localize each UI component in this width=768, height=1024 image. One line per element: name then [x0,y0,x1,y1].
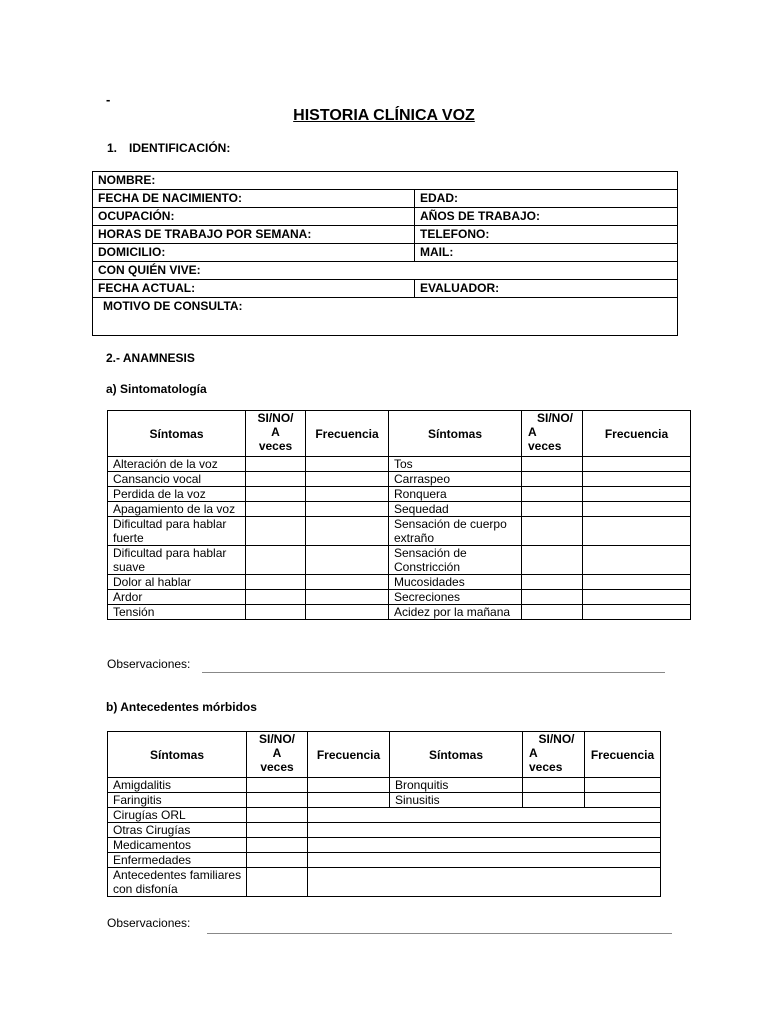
header-sino-line: A [529,746,538,760]
table-row [108,823,661,838]
frecuencia-cell[interactable] [583,472,691,487]
table-row [108,457,691,472]
detalle-cell[interactable] [308,838,661,853]
frecuencia-cell[interactable] [308,778,390,793]
frecuencia-cell[interactable] [306,546,389,575]
sino-cell[interactable] [246,472,306,487]
frecuencia-cell[interactable] [306,590,389,605]
header-sino [522,411,583,457]
table-row [108,838,661,853]
field-horas-trabajo[interactable]: HORAS DE TRABAJO POR SEMANA: [93,226,415,244]
frecuencia-cell[interactable] [583,590,691,605]
frecuencia-cell[interactable] [306,605,389,620]
field-telefono[interactable]: TELEFONO: [415,226,678,244]
header-sintomas: Síntomas [390,732,523,778]
antecedente-name: Otras Cirugías [108,823,247,838]
header-sino-line: SI/NO/ [258,732,295,746]
section-identificacion [107,141,230,155]
sino-cell[interactable] [246,575,306,590]
detalle-cell[interactable] [308,868,661,897]
header-sintomas: Síntomas [108,411,246,457]
sino-cell[interactable] [522,487,583,502]
sino-cell[interactable] [522,575,583,590]
frecuencia-cell[interactable] [308,793,390,808]
sino-cell[interactable] [246,605,306,620]
frecuencia-cell[interactable] [306,487,389,502]
field-fecha-actual[interactable]: FECHA ACTUAL: [93,280,415,298]
antecedente-name: Bronquitis [390,778,523,793]
sino-cell[interactable] [523,793,585,808]
sino-cell[interactable] [246,502,306,517]
sino-cell[interactable] [246,487,306,502]
field-nombre[interactable]: NOMBRE: [93,172,678,190]
antecedente-name: Cirugías ORL [108,808,247,823]
table-row [108,590,691,605]
table-row [108,605,691,620]
frecuencia-cell[interactable] [583,517,691,546]
symptom-name: Carraspeo [389,472,522,487]
sino-cell[interactable] [522,517,583,546]
subsection-sintomatologia: a) Sintomatología [106,382,207,396]
frecuencia-cell[interactable] [585,793,661,808]
frecuencia-cell[interactable] [583,546,691,575]
frecuencia-cell[interactable] [306,575,389,590]
table-row [108,487,691,502]
antecedente-name: Antecedentes familiares con disfonía [108,868,247,897]
field-fecha-nacimiento[interactable]: FECHA DE NACIMIENTO: [93,190,415,208]
table-row [108,868,661,897]
subsection-antecedentes: b) Antecedentes mórbidos [106,700,257,714]
header-frecuencia: Frecuencia [308,732,390,778]
detalle-cell[interactable] [308,808,661,823]
header-sino-line: A [272,746,282,760]
table-row [108,517,691,546]
sino-cell[interactable] [522,590,583,605]
sino-cell[interactable] [247,838,308,853]
sino-cell[interactable] [523,778,585,793]
antecedente-name: Sinusitis [390,793,523,808]
field-ocupacion[interactable]: OCUPACIÓN: [93,208,415,226]
frecuencia-cell[interactable] [583,502,691,517]
field-mail[interactable]: MAIL: [415,244,678,262]
section-label: IDENTIFICACIÓN: [129,141,231,155]
field-anos-trabajo[interactable]: AÑOS DE TRABAJO: [415,208,678,226]
observaciones-label: Observaciones: [107,657,191,671]
frecuencia-cell[interactable] [585,778,661,793]
symptom-name: Dificultad para hablar fuerte [108,517,246,546]
header-sino-line: veces [260,760,294,774]
frecuencia-cell[interactable] [306,472,389,487]
symptom-name: Dolor al hablar [108,575,246,590]
frecuencia-cell[interactable] [583,575,691,590]
sino-cell[interactable] [246,590,306,605]
symptom-name: Alteración de la voz [108,457,246,472]
antecedentes-table [107,731,661,897]
sino-cell[interactable] [247,868,308,897]
table-row [108,575,691,590]
antecedente-name: Medicamentos [108,838,247,853]
page-title: HISTORIA CLÍNICA VOZ [293,107,475,124]
table-row [108,502,691,517]
symptom-name: Ardor [108,590,246,605]
table-row [108,472,691,487]
antecedente-name: Enfermedades [108,853,247,868]
section-anamnesis: 2.- ANAMNESIS [106,351,195,365]
observaciones-label: Observaciones: [107,916,191,930]
symptom-name: Dificultad para hablar suave [108,546,246,575]
header-sino [247,732,308,778]
sino-cell[interactable] [522,457,583,472]
field-domicilio[interactable]: DOMICILIO: [93,244,415,262]
symptoms-table [107,410,691,620]
sino-cell[interactable] [247,823,308,838]
antecedente-name: Faringitis [108,793,247,808]
header-frecuencia: Frecuencia [583,411,691,457]
table-row [108,808,661,823]
sino-cell[interactable] [522,472,583,487]
header-sino-line: SI/NO/ [257,411,294,425]
field-edad[interactable]: EDAD: [415,190,678,208]
identification-table [92,171,678,336]
header-sintomas: Síntomas [389,411,522,457]
symptom-name: Sequedad [389,502,522,517]
sino-cell[interactable] [247,853,308,868]
field-evaluador[interactable]: EVALUADOR: [415,280,678,298]
symptom-name: Sensación de Constricción [389,546,522,575]
sino-cell[interactable] [247,793,308,808]
sino-cell[interactable] [522,502,583,517]
observaciones-line[interactable] [202,672,665,673]
symptom-name: Sensación de cuerpo extraño [389,517,522,546]
sino-cell[interactable] [247,778,308,793]
symptom-name: Secreciones [389,590,522,605]
symptom-name: Cansancio vocal [108,472,246,487]
header-sino-line: SI/NO/ [536,411,573,425]
symptom-name: Tos [389,457,522,472]
header-sino-line: veces [258,439,293,453]
table-row [108,853,661,868]
header-sino [246,411,306,457]
symptom-name: Mucosidades [389,575,522,590]
frecuencia-cell[interactable] [583,605,691,620]
header-frecuencia: Frecuencia [585,732,661,778]
symptom-name: Ronquera [389,487,522,502]
header-sino [523,732,585,778]
sino-cell[interactable] [522,546,583,575]
header-frecuencia: Frecuencia [306,411,389,457]
sino-cell[interactable] [246,517,306,546]
table-row [108,546,691,575]
frecuencia-cell[interactable] [583,487,691,502]
header-sino-line: A [271,425,280,439]
sino-cell[interactable] [247,808,308,823]
frecuencia-cell[interactable] [306,517,389,546]
header-sino-line: SI/NO/ [538,732,575,746]
field-motivo-consulta[interactable]: MOTIVO DE CONSULTA: [93,298,678,336]
antecedente-name: Amigdalitis [108,778,247,793]
detalle-cell[interactable] [308,853,661,868]
frecuencia-cell[interactable] [306,502,389,517]
header-sino-line: veces [529,760,563,774]
symptom-name: Apagamiento de la voz [108,502,246,517]
symptom-name: Acidez por la mañana [389,605,522,620]
section-number: 1. [107,141,118,155]
header-sintomas: Síntomas [108,732,247,778]
field-con-quien-vive[interactable]: CON QUIÉN VIVE: [93,262,678,280]
table-row [108,778,661,793]
table-row [108,793,661,808]
symptom-name: Perdida de la voz [108,487,246,502]
detalle-cell[interactable] [308,823,661,838]
frecuencia-cell[interactable] [583,457,691,472]
frecuencia-cell[interactable] [306,457,389,472]
symptom-name: Tensión [108,605,246,620]
sino-cell[interactable] [522,605,583,620]
sino-cell[interactable] [246,457,306,472]
header-sino-line: A [528,425,537,439]
header-sino-line: veces [528,439,562,453]
stray-dash: - [106,92,111,107]
observaciones-line[interactable] [207,933,672,934]
sino-cell[interactable] [246,546,306,575]
